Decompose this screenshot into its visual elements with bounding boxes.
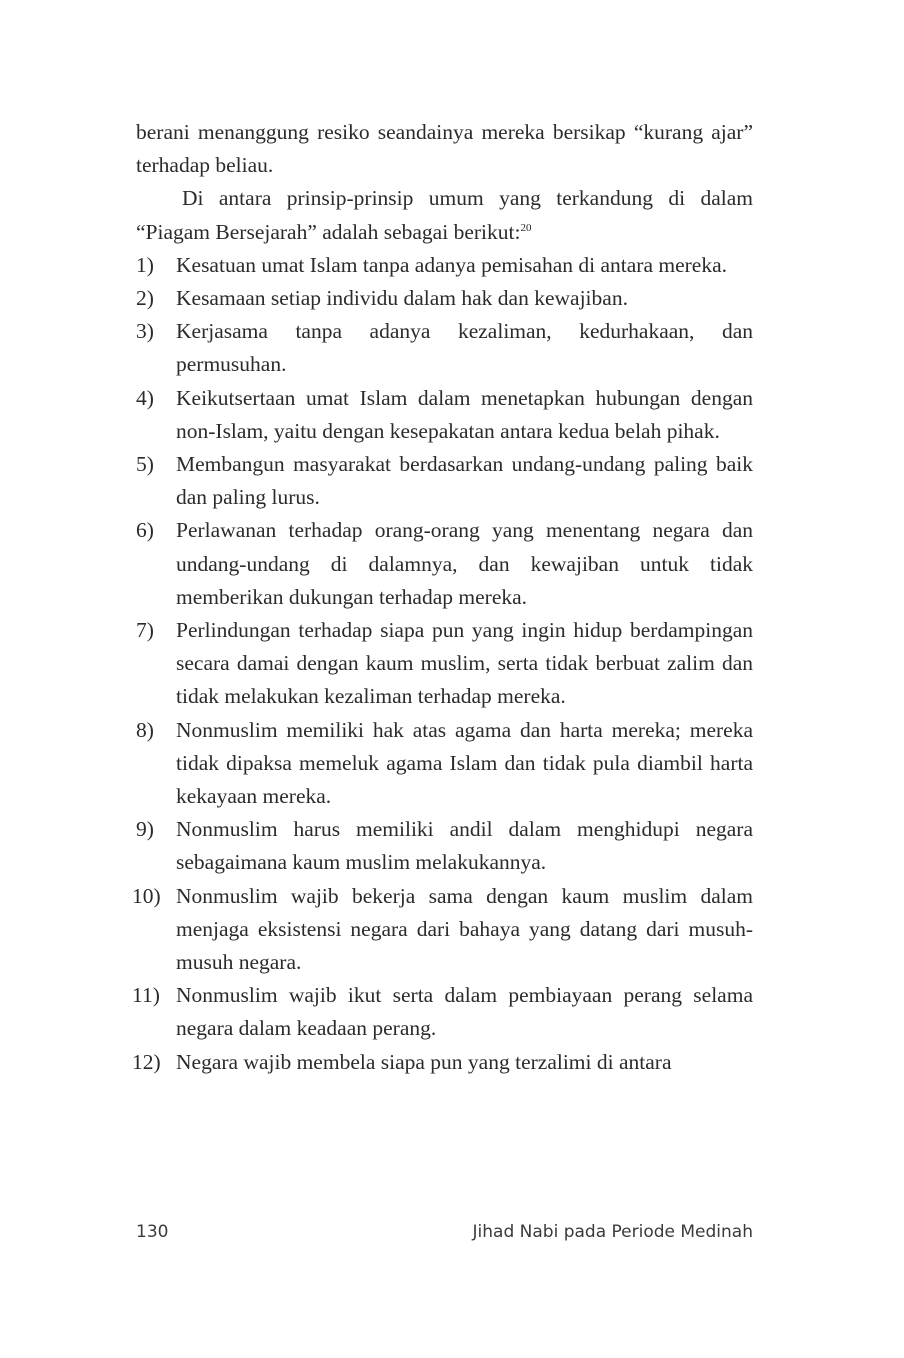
list-item-number: 7)	[136, 618, 154, 643]
list-item-text: Nonmuslim harus memiliki andil dalam menghidupi negara sebagaimana kaum muslim melakukannya.	[176, 817, 753, 875]
list-item-text: Keikutsertaan umat Islam dalam menetapkan hubungan dengan non-Islam, yaitu dengan kesepakatan antara kedua belah pihak.	[176, 385, 753, 443]
list-item	[136, 382, 753, 448]
list-item-number: 9)	[136, 817, 154, 842]
footnote-marker: 20	[520, 221, 532, 234]
list-item	[136, 448, 753, 514]
list-item-text: Kerjasama tanpa adanya kezaliman, kedurhakaan, dan permusuhan.	[176, 319, 753, 377]
page-body	[132, 116, 753, 1079]
list-item-number: 5)	[136, 452, 154, 477]
list-item-text: Perlawanan terhadap orang-orang yang menentang negara dan undang-undang di dalamnya, dan kewajiban untuk tidak memberikan dukungan terhadap mereka.	[176, 518, 753, 609]
list-item	[136, 813, 753, 879]
list-item-number: 11)	[132, 983, 160, 1008]
list-item	[136, 315, 753, 381]
list-item-number: 6)	[136, 518, 154, 543]
list-item	[136, 282, 753, 315]
intro-paragraph: berani menanggung resiko seandainya mereka bersikap “kurang ajar” terhadap beliau.	[136, 120, 753, 178]
list-item-number: 4)	[136, 385, 154, 410]
list-item-text: Kesamaan setiap individu dalam hak dan kewajiban.	[176, 286, 628, 311]
list-item-text: Negara wajib membela siapa pun yang terzalimi di antara	[176, 1049, 672, 1074]
list-item-text: Kesatuan umat Islam tanpa adanya pemisahan di antara mereka.	[176, 252, 728, 277]
list-item	[136, 249, 753, 282]
list-item	[136, 514, 753, 614]
running-title: Jihad Nabi pada Periode Medinah	[472, 1222, 753, 1242]
list-item-number: 10)	[132, 883, 161, 908]
list-item-number: 1)	[136, 252, 154, 277]
list-item-text: Nonmuslim memiliki hak atas agama dan harta mereka; mereka tidak dipaksa memeluk agama Islam dan tidak pula diambil harta kekayaan mereka.	[176, 717, 753, 809]
list-item-number: 3)	[136, 319, 154, 344]
lead-paragraph	[136, 182, 753, 248]
lead-text: Di antara prinsip-prinsip umum yang terkandung di dalam “Piagam Bersejarah” adalah sebagai berikut:	[136, 186, 753, 244]
list-item	[136, 714, 753, 814]
list-item	[132, 1046, 753, 1079]
list-item	[136, 614, 753, 714]
page-footer	[136, 1222, 753, 1242]
list-item-number: 2)	[136, 286, 154, 311]
list-item	[132, 979, 753, 1045]
page-number: 130	[136, 1222, 169, 1242]
list-item-text: Membangun masyarakat berdasarkan undang-undang paling baik dan paling lurus.	[176, 452, 753, 510]
principles-list	[132, 249, 753, 1079]
list-item	[132, 880, 753, 980]
list-item-number: 8)	[136, 717, 154, 742]
list-item-text: Nonmuslim wajib ikut serta dalam pembiayaan perang selama negara dalam keadaan perang.	[176, 983, 753, 1041]
list-item-number: 12)	[132, 1049, 161, 1074]
list-item-text: Perlindungan terhadap siapa pun yang ingin hidup berdampingan secara damai dengan kaum muslim, serta tidak berbuat zalim dan tidak melakukan kezaliman terhadap mereka.	[176, 618, 753, 709]
list-item-text: Nonmuslim wajib bekerja sama dengan kaum muslim dalam menjaga eksistensi negara dari bahaya yang datang dari musuh-musuh negara.	[176, 883, 753, 975]
